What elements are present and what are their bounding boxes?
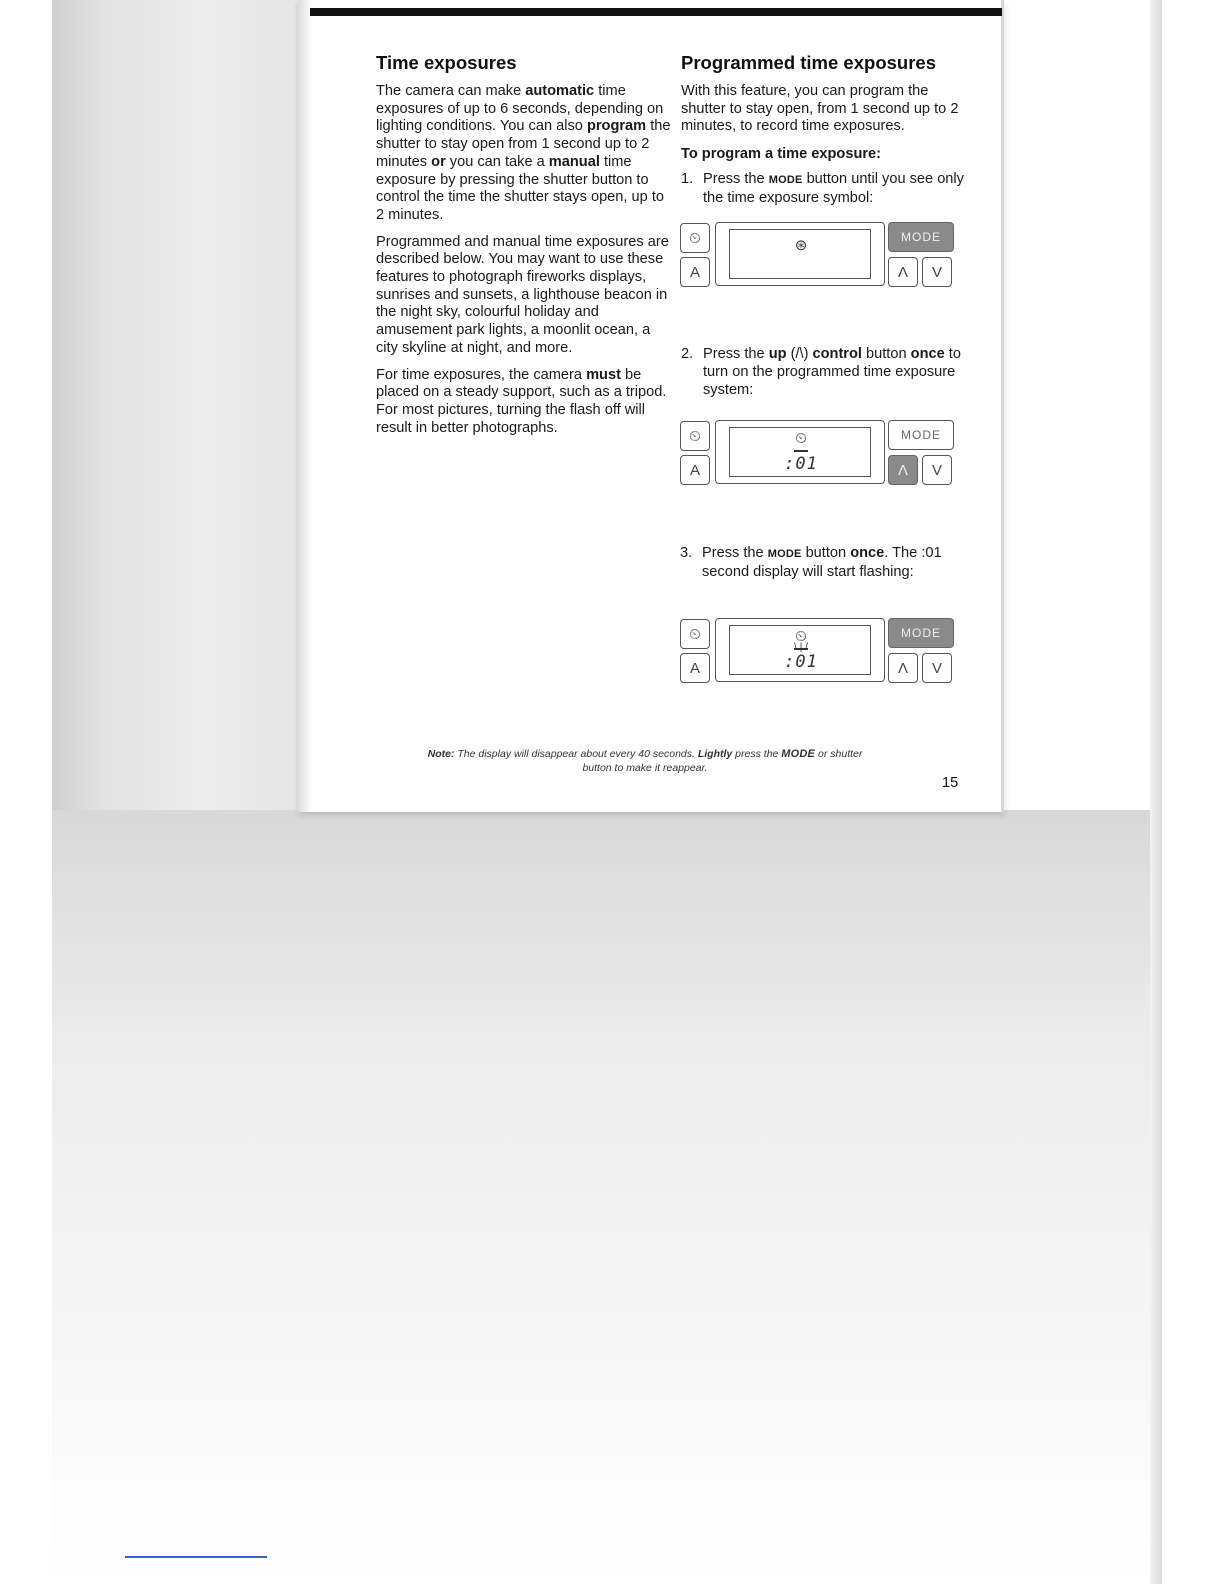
step-2 bbox=[681, 346, 961, 399]
scan-shadow-bottom bbox=[52, 810, 1162, 1584]
small-caps-text: MODE bbox=[768, 174, 803, 187]
step-text bbox=[703, 171, 964, 206]
scan-margin-left bbox=[0, 0, 52, 1584]
self-timer-button[interactable]: ⏲ bbox=[680, 223, 710, 253]
paragraph-intro bbox=[376, 83, 676, 225]
text-run: the shutter to stay open from 1 second up to 2 minutes bbox=[376, 118, 671, 170]
heading-time-exposures: Time exposures bbox=[376, 52, 517, 73]
self-timer-button[interactable]: ⏲ bbox=[680, 619, 710, 649]
bold-text: program bbox=[586, 118, 647, 135]
mode-button[interactable]: MODE bbox=[888, 222, 954, 252]
mode-button[interactable]: MODE bbox=[888, 420, 954, 450]
up-button[interactable]: Λ bbox=[888, 257, 918, 287]
lcd-screen bbox=[729, 229, 871, 279]
programmed-exposure-icon: ⏲ bbox=[795, 430, 807, 447]
down-button[interactable]: V bbox=[922, 653, 952, 683]
right-column bbox=[681, 52, 971, 208]
control-panel-step-1 bbox=[680, 221, 956, 291]
page-number: 15 bbox=[942, 775, 959, 791]
text-run: press the bbox=[732, 748, 782, 760]
programmed-exposure-icon: ⏲ bbox=[795, 628, 807, 645]
text-run: For time exposures, the camera bbox=[376, 366, 587, 383]
step-3 bbox=[680, 545, 960, 582]
self-timer-button[interactable]: ⏲ bbox=[680, 421, 710, 451]
lcd-display bbox=[715, 420, 885, 484]
step-number: 3. bbox=[680, 545, 693, 561]
step-number: 1. bbox=[681, 171, 694, 188]
lcd-time-readout: :01 bbox=[784, 652, 818, 672]
text-run: button until you see only the time exposure symbol: bbox=[703, 171, 964, 206]
bold-text: automatic bbox=[525, 83, 595, 99]
bold-text: Note: bbox=[427, 748, 455, 760]
text-run: . The :01 second display will start flashing: bbox=[702, 545, 942, 580]
text-run: Press the bbox=[703, 346, 769, 362]
bold-text: manual bbox=[548, 153, 600, 170]
control-panel-step-3 bbox=[680, 617, 956, 687]
step-1 bbox=[681, 171, 971, 208]
lcd-display bbox=[715, 618, 885, 682]
text-run: button bbox=[801, 545, 851, 561]
paragraph-uses: Programmed and manual time exposures are described below. You may want to use these features to photograph fireworks displays, sunrises and sunsets, a lighthouse beacon in the night sky, colourful holiday and amusement park lights, a moonlit ocean, a city skyline at night, and more. bbox=[376, 233, 669, 356]
small-caps-text: MODE bbox=[781, 748, 816, 760]
symbol-underline bbox=[794, 450, 808, 452]
text-run: Press the bbox=[702, 545, 768, 561]
time-exposure-icon: ⊛ bbox=[794, 237, 808, 254]
up-button[interactable]: Λ bbox=[888, 653, 918, 683]
text-run: or shutter button to make it reappear. bbox=[582, 748, 863, 774]
mode-button[interactable]: MODE bbox=[888, 618, 954, 648]
heading-programmed-time-exposures: Programmed time exposures bbox=[681, 52, 936, 73]
step-2-block bbox=[681, 346, 961, 399]
flashing-marks-icon: \ | / bbox=[794, 642, 808, 653]
text-run: button bbox=[861, 346, 911, 362]
lcd-display bbox=[715, 222, 885, 286]
bold-text: Lightly bbox=[697, 748, 733, 760]
paragraph-support bbox=[376, 367, 676, 438]
text-run: you can take a bbox=[445, 153, 549, 170]
flash-auto-button[interactable]: A bbox=[680, 653, 710, 683]
flash-auto-button[interactable]: A bbox=[680, 455, 710, 485]
bold-text: up bbox=[768, 346, 787, 362]
text-run: Press the bbox=[703, 171, 769, 188]
down-button[interactable]: V bbox=[922, 455, 952, 485]
control-panel-step-2 bbox=[680, 419, 956, 489]
up-button[interactable]: Λ bbox=[888, 455, 918, 485]
lcd-time-readout: :01 bbox=[784, 454, 818, 474]
text-run: (/\) bbox=[786, 346, 813, 362]
text-run: to turn on the programmed time exposure system: bbox=[703, 346, 961, 398]
flash-auto-button[interactable]: A bbox=[680, 257, 710, 287]
text-run: time exposure by pressing the shutter button to control the time the shutter stays open, up to 2 minutes. bbox=[376, 153, 664, 223]
text-run: The display will disappear about every 40 seconds. bbox=[454, 748, 698, 760]
page-fold bbox=[298, 0, 312, 812]
down-button[interactable]: V bbox=[922, 257, 952, 287]
subhead-program-exposure: To program a time exposure: bbox=[681, 146, 882, 163]
bold-text: must bbox=[586, 366, 621, 383]
lcd-screen bbox=[729, 427, 871, 477]
left-column bbox=[376, 52, 676, 446]
bold-text: once bbox=[850, 545, 885, 561]
text-run: The camera can make bbox=[376, 83, 526, 99]
text-run: time exposures of up to 6 seconds, depending on lighting conditions. You can also bbox=[376, 83, 664, 135]
small-caps-text: MODE bbox=[767, 548, 802, 560]
text-run: be placed on a steady support, such as a tripod. For most pictures, turning the flash off will result in better photographs. bbox=[376, 366, 667, 436]
step-text bbox=[703, 346, 961, 398]
lcd-screen bbox=[729, 625, 871, 675]
step-text bbox=[702, 545, 942, 580]
bold-text: control bbox=[812, 346, 862, 362]
page-top-bar bbox=[310, 8, 1002, 16]
blue-rule bbox=[125, 1556, 267, 1558]
scan-right-edge bbox=[1150, 0, 1162, 1584]
step-number: 2. bbox=[681, 346, 694, 362]
step-3-block bbox=[680, 545, 960, 582]
paragraph-programmed-intro: With this feature, you can program the shutter to stay open, from 1 second up to 2 minutes, to record time exposures. bbox=[681, 83, 959, 135]
footnote bbox=[420, 748, 870, 775]
bold-text: or bbox=[431, 153, 446, 170]
bold-text: once bbox=[910, 346, 945, 362]
